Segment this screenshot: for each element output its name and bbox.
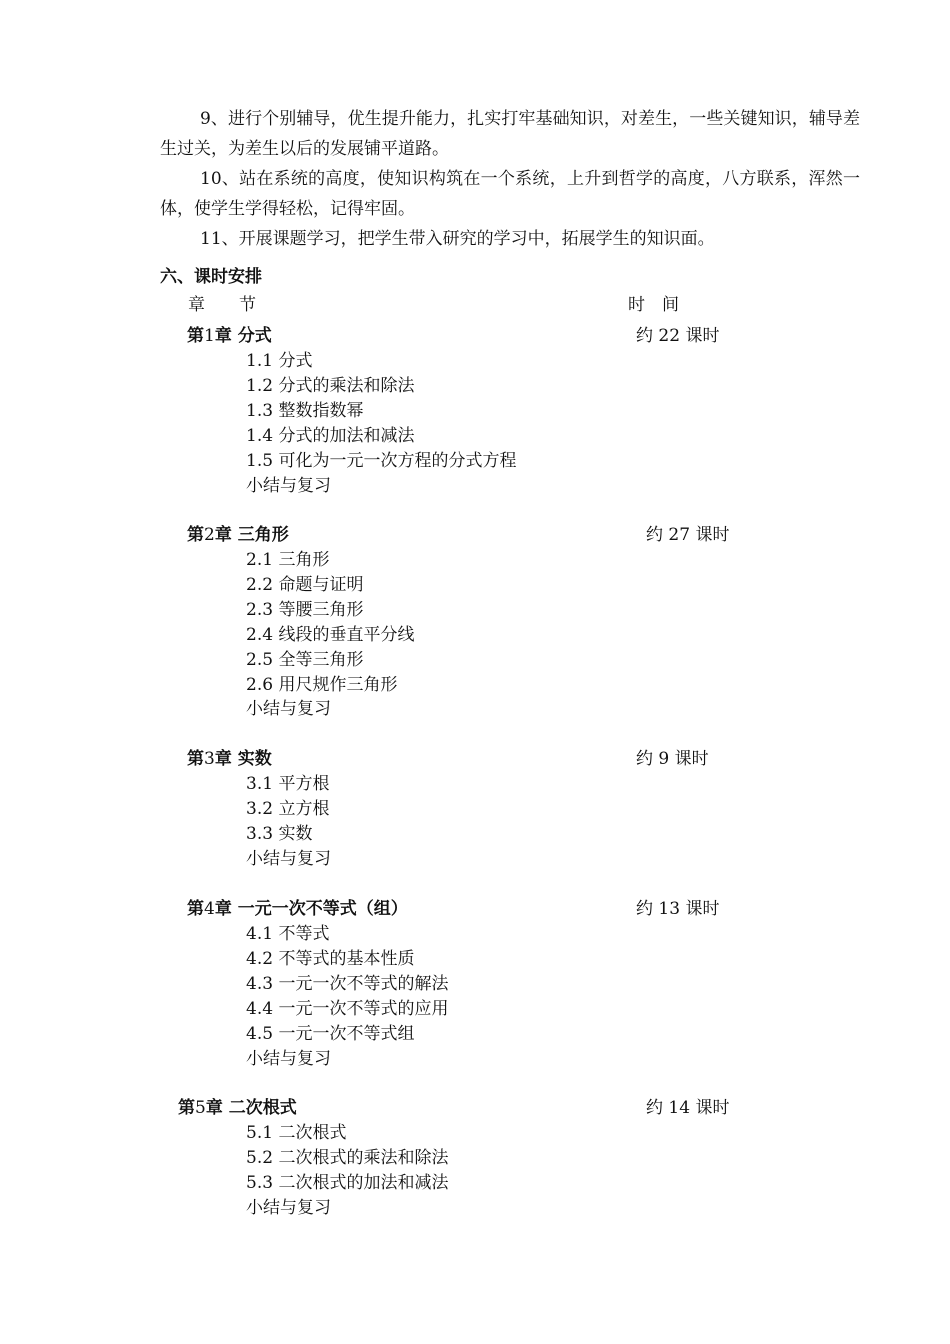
chapter-title-1 <box>187 324 272 349</box>
chapter-hours-2: 约 27 课时 <box>646 525 730 545</box>
subsection-item: 小结与复习 <box>246 848 331 869</box>
chapter-prefix: 第 <box>178 1098 195 1118</box>
subsection-item: 5.3 二次根式的加法和减法 <box>246 1172 449 1193</box>
subsection-list-1 <box>246 349 516 498</box>
subsection-item: 4.4 一元一次不等式的应用 <box>246 998 449 1019</box>
subsection-item: 2.5 全等三角形 <box>246 649 364 670</box>
subsection-item: 小结与复习 <box>246 699 331 720</box>
subsection-item: 小结与复习 <box>246 1048 331 1069</box>
chapter-name: 章 实数 <box>214 749 272 769</box>
section-heading-schedule: 六、课时安排 <box>160 267 262 287</box>
subsection-item: 1.3 整数指数幂 <box>246 400 364 421</box>
subsection-item: 1.1 分式 <box>246 351 313 371</box>
subsection-item: 2.1 三角形 <box>246 550 330 570</box>
chapter-prefix: 第 <box>187 749 204 769</box>
subsection-item: 2.2 命题与证明 <box>246 574 364 595</box>
paragraph-item-10: 10、站在系统的高度，使知识构筑在一个系统，上升到哲学的高度，八方联系，浑然一体，使学生学得轻松，记得牢固。 <box>160 169 860 219</box>
paragraph-item-11: 11、开展课题学习，把学生带入研究的学习中，拓展学生的知识面。 <box>200 229 715 249</box>
chapter-prefix: 第 <box>187 899 204 919</box>
chapter-number: 5 <box>195 1098 206 1118</box>
subsection-item: 4.1 不等式 <box>246 924 330 944</box>
subsection-list-3 <box>246 772 331 872</box>
subsection-item: 小结与复习 <box>246 475 331 496</box>
subsection-item: 1.2 分式的乘法和除法 <box>246 375 415 396</box>
subsection-item: 4.3 一元一次不等式的解法 <box>246 973 449 994</box>
subsection-item: 2.6 用尺规作三角形 <box>246 674 398 695</box>
subsection-item: 5.2 二次根式的乘法和除法 <box>246 1147 449 1168</box>
subsection-item: 5.1 二次根式 <box>246 1123 347 1143</box>
column-header-chapter: 章 节 <box>188 295 256 315</box>
chapter-name: 章 一元一次不等式（组） <box>214 899 408 919</box>
subsection-list-2 <box>246 548 414 722</box>
chapter-hours-1: 约 22 课时 <box>636 326 720 346</box>
chapter-title-4 <box>187 897 408 922</box>
subsection-item: 小结与复习 <box>246 1197 331 1218</box>
chapter-prefix: 第 <box>187 326 204 346</box>
chapter-number: 4 <box>204 899 215 919</box>
subsection-item: 3.3 实数 <box>246 823 313 844</box>
chapter-title-5 <box>178 1096 297 1121</box>
chapter-prefix: 第 <box>187 525 204 545</box>
subsection-item: 1.4 分式的加法和减法 <box>246 425 415 446</box>
chapter-name: 章 分式 <box>214 326 272 346</box>
paragraph-item-9: 9、进行个别辅导，优生提升能力，扎实打牢基础知识，对差生，一些关键知识，辅导差生过关，为差生以后的发展铺平道路。 <box>160 109 860 159</box>
chapter-name: 章 三角形 <box>214 525 289 545</box>
subsection-item: 4.5 一元一次不等式组 <box>246 1023 415 1044</box>
chapter-title-2 <box>187 523 289 548</box>
column-header-time: 时 间 <box>628 295 679 315</box>
subsection-item: 4.2 不等式的基本性质 <box>246 948 415 969</box>
chapter-hours-3: 约 9 课时 <box>636 749 709 769</box>
chapter-title-3 <box>187 747 272 772</box>
subsection-item: 3.2 立方根 <box>246 798 330 819</box>
chapter-number: 2 <box>204 525 215 545</box>
chapter-number: 1 <box>204 326 215 346</box>
subsection-item: 2.4 线段的垂直平分线 <box>246 624 415 645</box>
chapter-hours-5: 约 14 课时 <box>646 1098 730 1118</box>
subsection-list-5 <box>246 1121 448 1221</box>
chapter-hours-4: 约 13 课时 <box>636 899 720 919</box>
subsection-list-4 <box>246 922 448 1071</box>
subsection-item: 2.3 等腰三角形 <box>246 599 364 620</box>
chapter-name: 章 二次根式 <box>205 1098 297 1118</box>
chapter-number: 3 <box>204 749 215 769</box>
subsection-item: 3.1 平方根 <box>246 774 330 794</box>
subsection-item: 1.5 可化为一元一次方程的分式方程 <box>246 450 517 471</box>
